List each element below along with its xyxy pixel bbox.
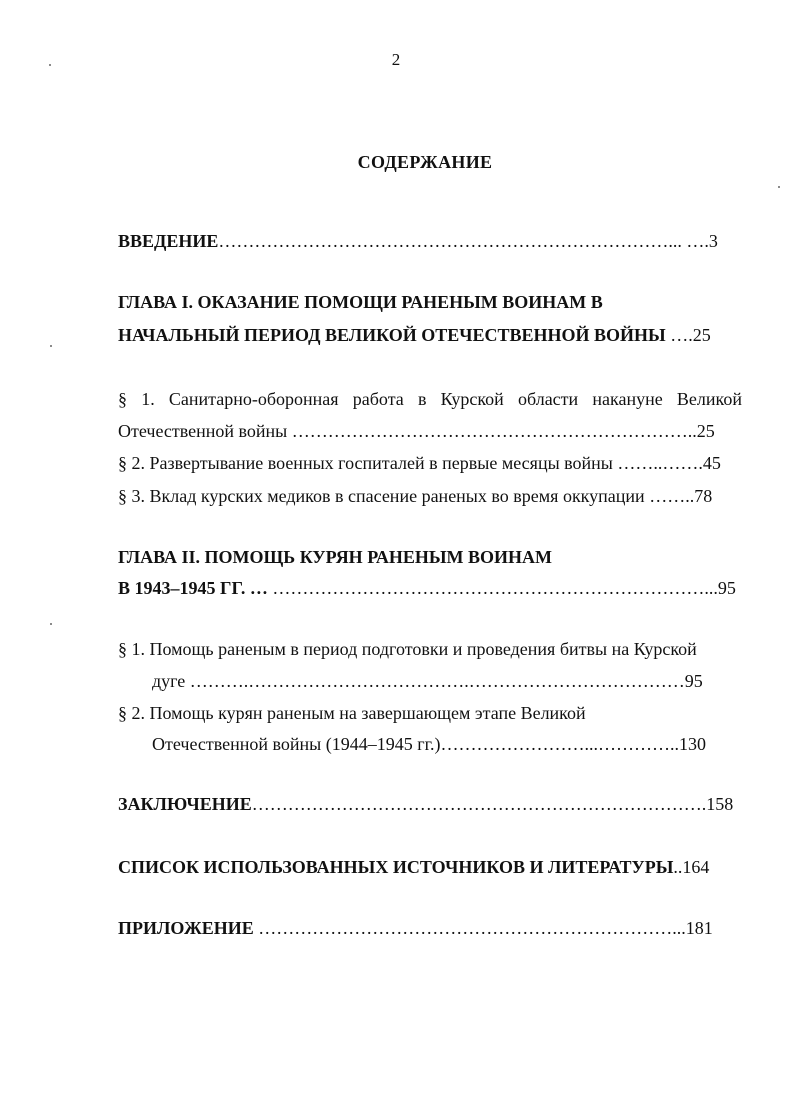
- page-ref: 130: [679, 734, 706, 754]
- page-number: 2: [391, 50, 401, 69]
- entry-label: § 2. Развертывание военных госпиталей в первые месяцы войны: [118, 453, 613, 473]
- entry-label: ПРИЛОЖЕНИЕ: [118, 918, 254, 938]
- page-ref: .95: [713, 578, 736, 598]
- chapter-2-heading-line-2[interactable]: [118, 577, 736, 599]
- scan-speck: [50, 345, 52, 347]
- toc-entry-appendix[interactable]: [118, 917, 713, 939]
- page-ref: 78: [694, 486, 713, 506]
- dot-leader: ………………………………………………………….: [287, 421, 693, 441]
- section-1-3[interactable]: [118, 485, 712, 507]
- section-2-1-line-2[interactable]: [152, 670, 703, 692]
- toc-entry-conclusion[interactable]: [118, 793, 733, 815]
- toc-title: СОДЕРЖАНИЕ: [357, 152, 493, 172]
- section-2-1-line-1[interactable]: § 1. Помощь раненым в период подготовки и проведения битвы на Курской: [118, 639, 697, 659]
- entry-label: § 3. Вклад курских медиков в спасение раненых во время оккупации: [118, 486, 645, 506]
- dot-leader: ..: [673, 857, 683, 877]
- entry-label: Отечественной войны (1944–1945 гг.): [152, 734, 441, 754]
- section-1-1-line-2[interactable]: [118, 420, 715, 442]
- page-ref: 164: [682, 857, 710, 877]
- page-ref: .158: [701, 794, 734, 814]
- scan-speck: [50, 623, 52, 625]
- chapter-2-heading-line-1[interactable]: ГЛАВА II. ПОМОЩЬ КУРЯН РАНЕНЫМ ВОИНАМ: [118, 547, 553, 567]
- dot-leader: ……..: [644, 486, 695, 506]
- toc-entry-sources[interactable]: [118, 856, 709, 878]
- scan-speck: [778, 186, 780, 188]
- dot-leader: ……………………………………………………………...: [253, 918, 686, 938]
- entry-label: В 1943–1945 ГГ. …: [118, 578, 268, 598]
- entry-label: Отечественной войны: [118, 421, 288, 441]
- entry-label: ЗАКЛЮЧЕНИЕ: [118, 794, 252, 814]
- page-ref: 45: [702, 453, 721, 473]
- page-ref: .25: [692, 421, 715, 441]
- chapter-1-heading-line-1[interactable]: ГЛАВА I. ОКАЗАНИЕ ПОМОЩИ РАНЕНЫМ ВОИНАМ В: [118, 292, 603, 312]
- entry-label: НАЧАЛЬНЫЙ ПЕРИОД ВЕЛИКОЙ ОТЕЧЕСТВЕННОЙ ВОЙНЫ: [118, 325, 666, 345]
- entry-label: СПИСОК ИСПОЛЬЗОВАННЫХ ИСТОЧНИКОВ И ЛИТЕРАТУРЫ: [118, 857, 674, 877]
- dot-leader: ….: [665, 325, 693, 345]
- section-1-1-line-1[interactable]: § 1. Санитарно-оборонная работа в Курской области накануне Великой: [118, 389, 742, 409]
- chapter-1-heading-line-2[interactable]: [118, 324, 711, 346]
- dot-leader: ……………………...…………..: [440, 734, 679, 754]
- section-2-2-line-2[interactable]: [152, 733, 706, 755]
- dot-leader: ……..…….: [612, 453, 703, 473]
- page-ref: .3: [704, 231, 718, 251]
- dot-leader: …………………………………………………………………... …: [218, 231, 705, 251]
- entry-label: дуге: [152, 671, 186, 691]
- entry-label: ВВЕДЕНИЕ: [118, 231, 219, 251]
- page-ref: 181: [685, 918, 713, 938]
- toc-entry-introduction[interactable]: [118, 230, 718, 252]
- dot-leader: …………………………………………………………………: [251, 794, 702, 814]
- dot-leader: ………………………………………………………………..: [267, 578, 714, 598]
- page-ref: 95: [684, 671, 703, 691]
- section-2-2-line-1[interactable]: § 2. Помощь курян раненым на завершающем этапе Великой: [118, 703, 586, 723]
- page-ref: 25: [692, 325, 711, 345]
- section-1-2[interactable]: [118, 452, 721, 474]
- dot-leader: ……….……………………………….………………………………: [185, 671, 685, 691]
